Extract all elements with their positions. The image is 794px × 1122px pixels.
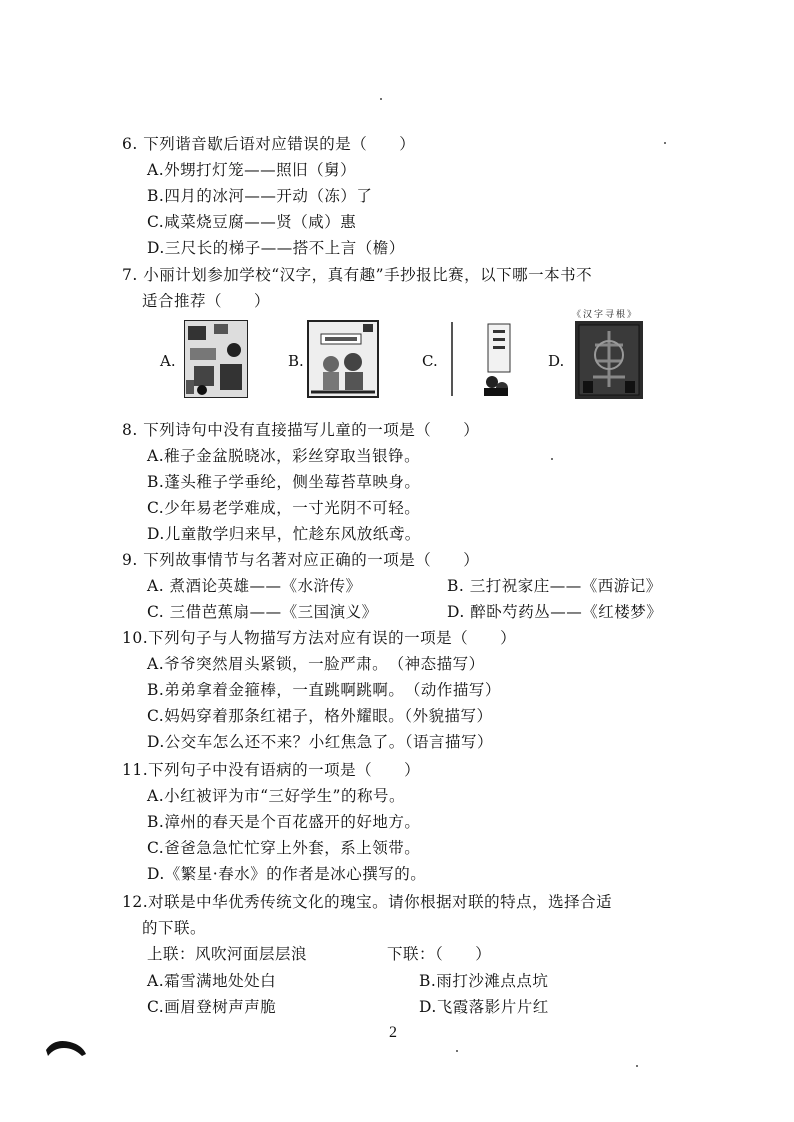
page-number: 2 — [389, 1024, 397, 1041]
scan-smudge-icon — [44, 1036, 88, 1058]
scan-speck — [664, 142, 666, 144]
question-7-stem-line1: 7. 小丽计划参加学校“汉字，真有趣”手抄报比赛，以下哪一本书不 — [122, 266, 593, 284]
question-6-option-b: B.四月的冰河——开动（冻）了 — [147, 187, 373, 205]
question-7-stem-line2: 适合推荐（ ） — [142, 292, 271, 310]
question-10-option-c: C.妈妈穿着那条红裙子，格外耀眼。（外貌描写） — [147, 707, 493, 725]
question-12-option-c: C.画眉登树声声脆 — [147, 998, 277, 1016]
question-8-option-d: D.儿童散学归来早，忙趁东风放纸鸢。 — [147, 525, 421, 543]
book-cover-c — [448, 320, 512, 398]
question-8-option-b: B.蓬头稚子学垂纶，侧坐莓苔草映身。 — [147, 473, 421, 491]
book-cover-narrow-icon — [448, 320, 512, 398]
question-11-stem: 11.下列句子中没有语病的一项是（ ） — [122, 761, 421, 779]
question-9-option-c: C. 三借芭蕉扇——《三国演义》 — [147, 603, 378, 621]
book-cover-illustration-icon — [307, 320, 379, 398]
couplet-lower-blank: 下联：（ ） — [387, 945, 492, 963]
question-6-stem: 6. 下列谐音歇后语对应错误的是（ ） — [122, 135, 416, 153]
question-10-option-a: A.爷爷突然眉头紧锁，一脸严肃。 （神态描写） — [147, 655, 485, 673]
question-7-option-c-label: C. — [422, 352, 438, 370]
couplet-upper: 上联：风吹河面层层浪 — [147, 945, 308, 963]
question-9-option-a: A. 煮酒论英雄——《水浒传》 — [147, 577, 362, 595]
question-12-stem-line2: 的下联。 — [142, 919, 207, 937]
question-6-option-d: D.三尺长的梯子——搭不上言（檐） — [147, 239, 405, 257]
question-9-option-b: B. 三打祝家庄——《西游记》 — [447, 577, 662, 595]
question-7-option-a-label: A. — [160, 352, 176, 370]
question-10-option-d: D.公交车怎么还不来？小红焦急了。（语言描写） — [147, 733, 494, 751]
question-11-option-c: C.爸爸急急忙忙穿上外套，系上领带。 — [147, 839, 421, 857]
book-cover-d — [575, 321, 643, 399]
question-12-option-b: B.雨打沙滩点点坑 — [419, 972, 549, 990]
question-12-option-a: A.霜雪满地处处白 — [147, 972, 277, 990]
question-8-option-a: A.稚子金盆脱晓冰，彩丝穿取当银铮。 — [147, 447, 421, 465]
question-10-stem: 10.下列句子与人物描写方法对应有误的一项是（ ） — [122, 629, 517, 647]
question-8-option-c: C.少年易老学难成，一寸光阴不可轻。 — [147, 499, 421, 517]
book-cover-dark-icon — [575, 321, 643, 399]
scan-speck — [456, 1050, 458, 1052]
question-8-stem: 8. 下列诗句中没有直接描写儿童的一项是（ ） — [122, 421, 480, 439]
question-12-stem-line1: 12.对联是中华优秀传统文化的瑰宝。请你根据对联的特点，选择合适 — [122, 893, 613, 911]
question-7-option-b-label: B. — [288, 352, 304, 370]
book-d-title: 《汉字寻根》 — [572, 310, 639, 320]
scan-speck — [636, 1065, 638, 1067]
book-cover-a — [184, 320, 248, 398]
question-12-option-d: D.飞霞落影片片红 — [419, 998, 549, 1016]
book-cover-b — [307, 320, 379, 398]
question-11-option-a: A.小红被评为市“三好学生”的称号。 — [147, 787, 405, 805]
book-cover-photo-icon — [184, 320, 248, 398]
question-7-option-d-label: D. — [548, 352, 565, 370]
question-6-option-a: A.外甥打灯笼——照旧（舅） — [147, 161, 357, 179]
question-11-option-d: D.《繁星·春水》的作者是冰心撰写的。 — [147, 865, 427, 883]
question-9-stem: 9. 下列故事情节与名著对应正确的一项是（ ） — [122, 551, 480, 569]
scan-speck — [380, 98, 382, 100]
scan-speck — [551, 458, 553, 460]
question-9-option-d: D. 醉卧芍药丛——《红楼梦》 — [447, 603, 663, 621]
question-11-option-b: B.漳州的春天是个百花盛开的好地方。 — [147, 813, 421, 831]
question-10-option-b: B.弟弟拿着金箍棒，一直跳啊跳啊。 （动作描写） — [147, 681, 501, 699]
question-6-option-c: C.咸菜烧豆腐——贤（咸）惠 — [147, 213, 357, 231]
